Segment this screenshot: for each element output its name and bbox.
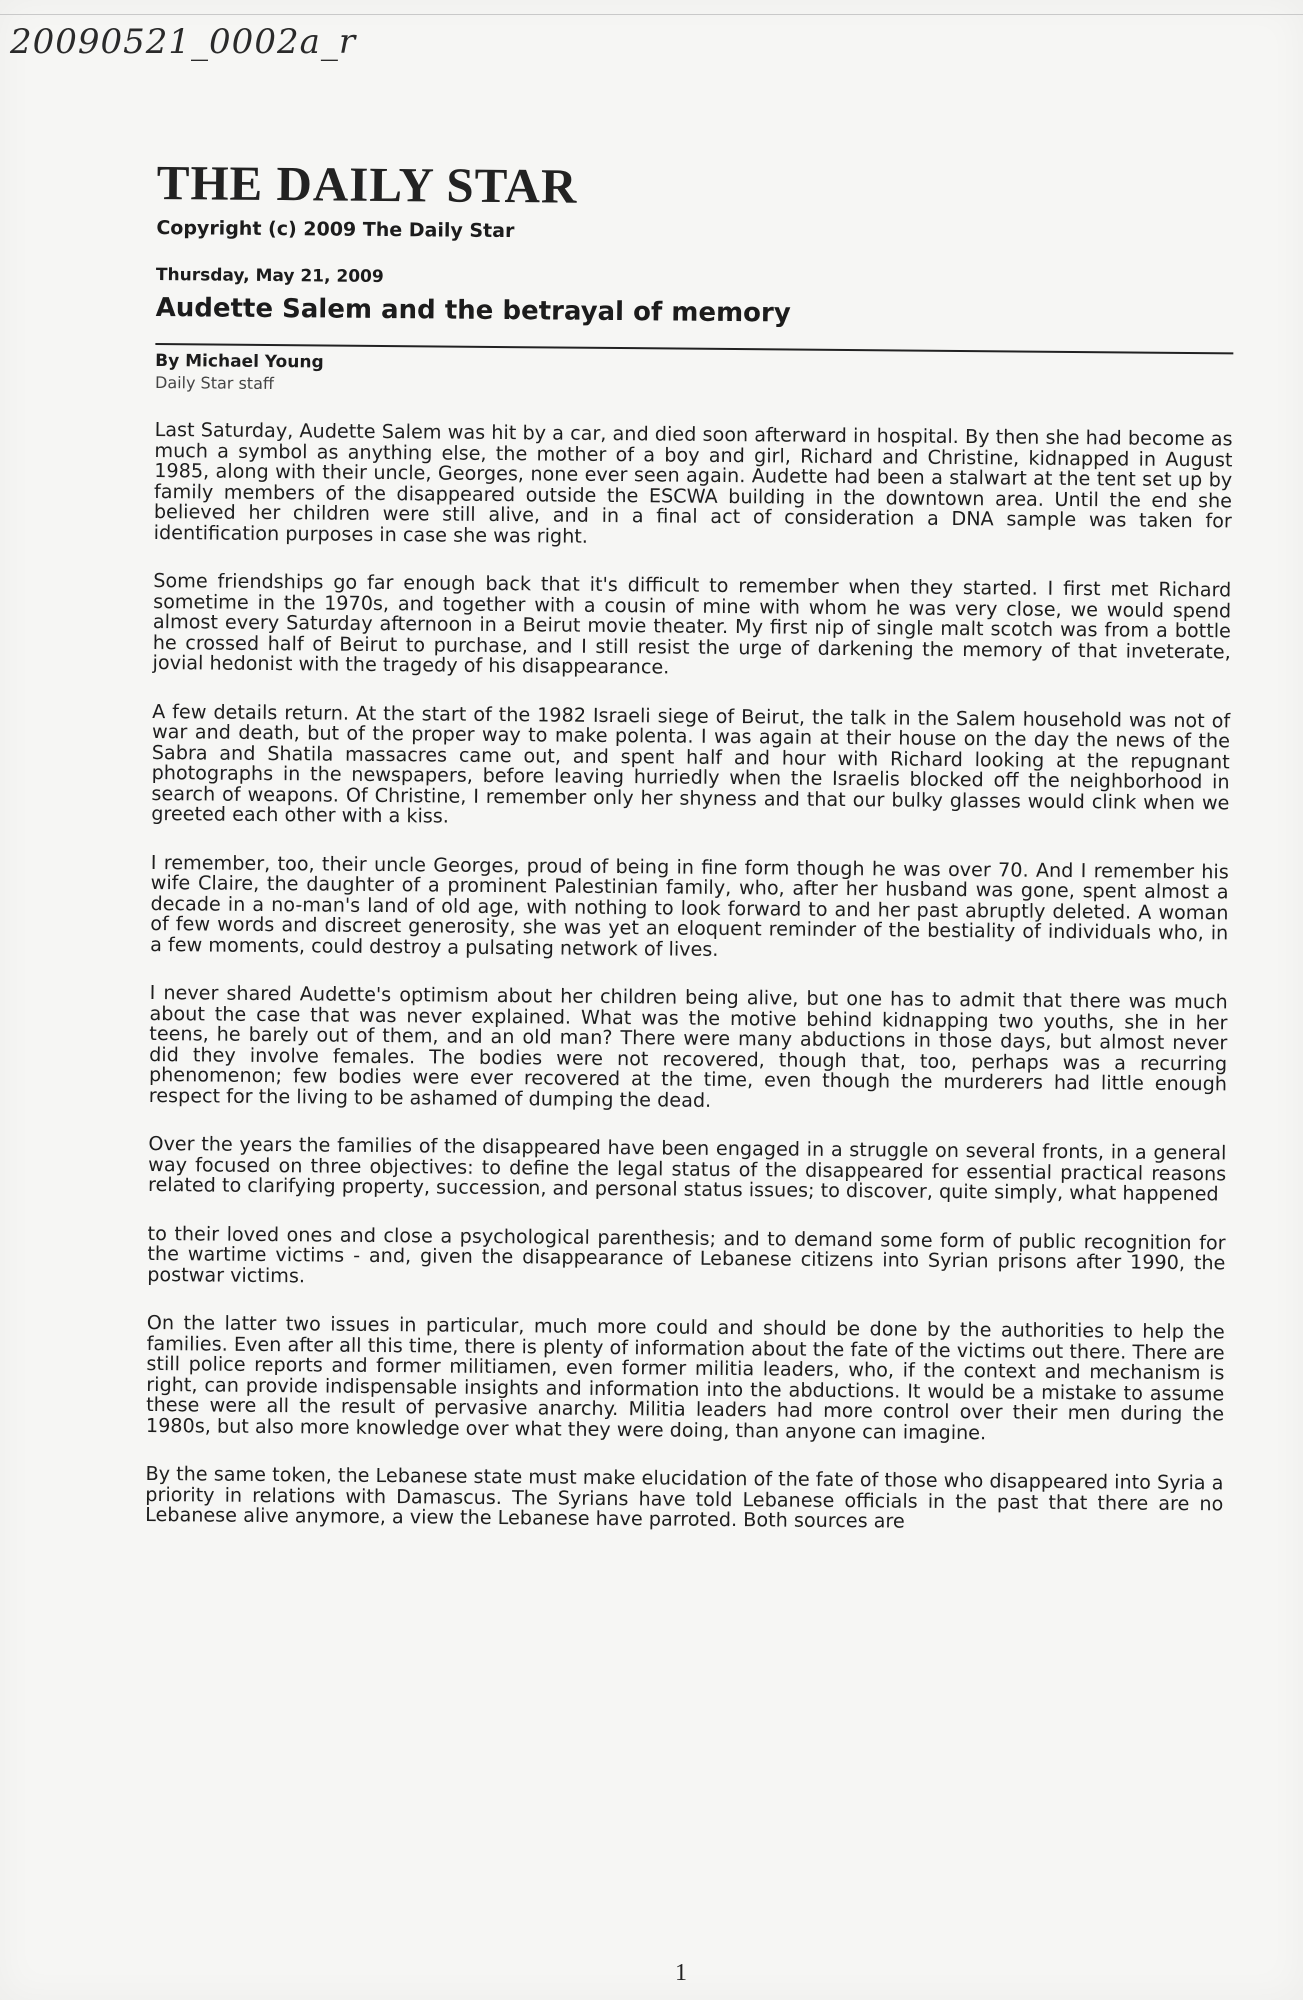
article-paragraph: Over the years the families of the disappeared have been engaged in a struggle on several fronts, in a general way focused on three objectives: to define the legal status of the disappeared for essential practical reasons related to clarifying property, succession, and personal status issues; to discover, quite simply, what happened	[147, 1131, 1227, 1206]
newspaper-masthead: THE DAILY STAR	[156, 155, 578, 214]
article-paragraph: On the latter two issues in particular, much more could and should be done by the authorities to help the families. Even after all this time, there is plenty of information about the fate of the victims out there. There are still police reports and former militiamen, even former militia leaders, who, if the context and mechanism is right, can provide indispensable insights and information into the abductions. It would be a mistake to assume these were all the result of pervasive anarchy. Militia leaders had more control over their men during the 1980s, but also more knowledge over what they were doing, than anyone can imagine.	[145, 1310, 1225, 1444]
article-paragraph: I remember, too, their uncle Georges, proud of being in fine form though he was over 70. And I remember his wife Claire, the daughter of a prominent Palestinian family, who, after her husband was gone, spent almost a decade in a no-man's land of old age, with nothing to look forward to and her past abruptly deleted. A woman of few words and discreet generosity, she was yet an eloquent reminder of the bestiality of individuals who, in a few moments, could destroy a pulsating network of lives.	[150, 850, 1229, 961]
article-paragraph: to their loved ones and close a psychological parenthesis; and to demand some form of public recognition for the wartime victims - and, given the disappearance of Lebanese citizens into Syrian prisons after 1990, the postwar victims.	[147, 1221, 1226, 1287]
article-body	[145, 417, 1233, 1535]
page-number: 1	[675, 1960, 687, 1986]
handwritten-file-note: 20090521_0002a_r	[10, 22, 357, 62]
article-paragraph: Some friendships go far enough back that it's difficult to remember when they started. I first met Richard sometime in the 1970s, and together with a cousin of mine with whom he was very close, we would spend almost every Saturday afternoon in a Beirut movie theater. My first nip of single malt scotch was from a bottle he crossed half of Beirut to purchase, and I still resist the urge of darkening the memory of that inveterate, jovial hedonist with the tragedy of his disappearance.	[152, 568, 1232, 679]
copyright-line: Copyright (c) 2009 The Daily Star	[156, 216, 515, 243]
author-affiliation: Daily Star staff	[154, 372, 275, 394]
article-paragraph: I never shared Audette's optimism about her children being alive, but one has to admit that there was much about the case that was never explained. What was the motive behind kidnapping two youths, she in her teens, he barely out of them, and an old man? There were many abductions in those days, but almost never did they involve females. The bodies were not recovered, though that, too, perhaps was a recurring phenomenon; few bodies were ever recovered at the time, even though the murderers had little enough respect for the living to be ashamed of dumping the dead.	[148, 980, 1228, 1112]
article-page	[145, 155, 1235, 1563]
article-paragraph: Last Saturday, Audette Salem was hit by a car, and died soon afterward in hospital. By then she had become as much a symbol as anything else, the mother of a boy and girl, Richard and Christine, kidnapped in August 1985, along with their uncle, Georges, none ever seen again. Audette had been a stalwart at the tent set up by family members of the disappeared outside the ESCWA building in the downtown area. Until the end she believed her children were still alive, and in a final act of consideration a DNA sample was taken for identification purposes in case she was right.	[153, 417, 1233, 548]
scan-top-edge	[0, 14, 1303, 15]
author-byline: By Michael Young	[155, 350, 324, 373]
article-paragraph: A few details return. At the start of the 1982 Israeli siege of Beirut, the talk in the Salem household was not of war and death, but of the proper way to make polenta. I was again at their house on the day the news of the Sabra and Shatila massacres came out, and spent half and hour with Richard looking at the repugnant photographs in the newspapers, before leaving hurriedly when the Israelis blocked off the neighborhood in search of weapons. Of Christine, I remember only her shyness and that our bulky glasses would clink when we greeted each other with a kiss.	[151, 699, 1231, 828]
article-paragraph: By the same token, the Lebanese state must make elucidation of the fate of those who disappeared into Syria a priority in relations with Damascus. The Syrians have told Lebanese officials in the past that there are no Lebanese alive anymore, a view the Lebanese have parroted. Both sources are	[145, 1461, 1224, 1533]
publication-date: Thursday, May 21, 2009	[155, 264, 384, 287]
article-headline: Audette Salem and the betrayal of memory	[155, 292, 791, 329]
